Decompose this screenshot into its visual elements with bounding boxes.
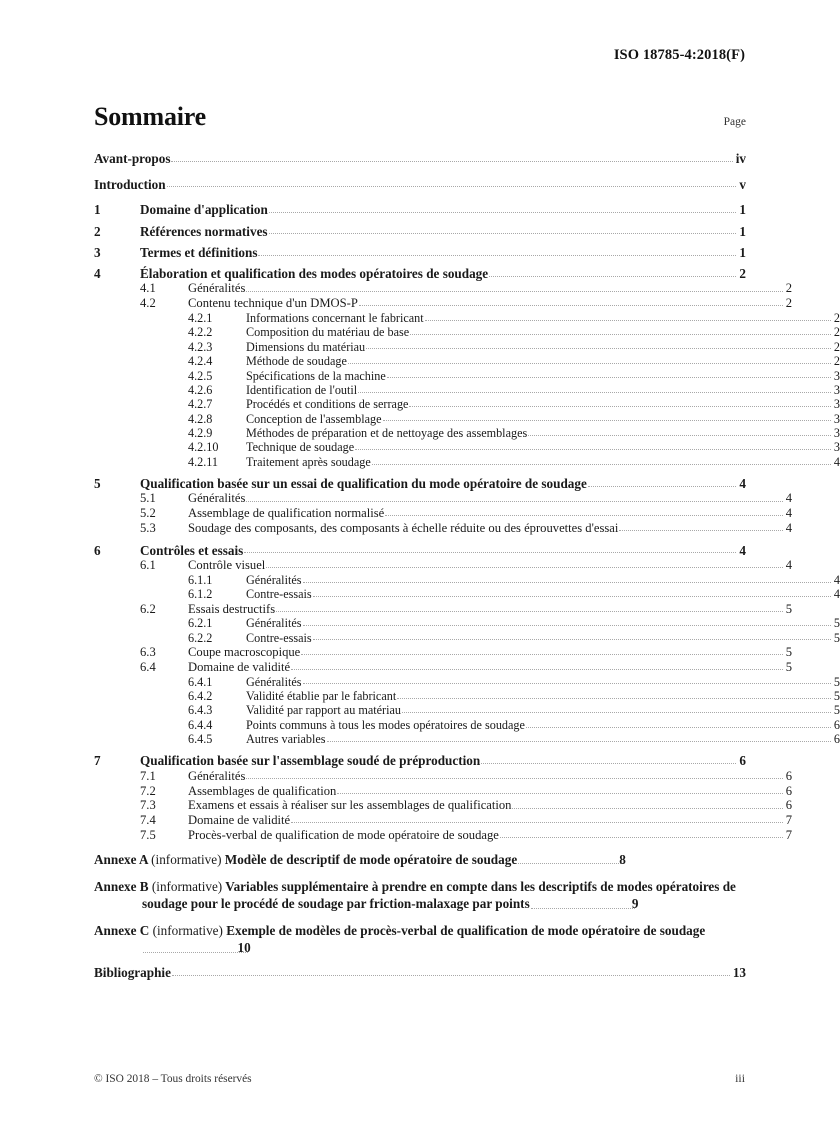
toc-entry-page-number: 3: [833, 411, 840, 426]
toc-entry-page-number: 3: [833, 368, 840, 383]
toc-entry-number: 4.2.1: [188, 310, 213, 325]
toc-dot-leader: [269, 211, 737, 213]
toc-entry-clause-4-2-10[interactable]: [94, 441, 840, 453]
toc-entry-clause-1[interactable]: [94, 203, 746, 216]
toc-entry-clause-7[interactable]: [94, 754, 746, 767]
annex-tail: [517, 851, 626, 868]
toc-dot-leader: [402, 711, 831, 713]
annex-label: Annexe A: [94, 851, 148, 867]
toc-entry-page-number: v: [739, 176, 746, 192]
toc-dot-leader: [387, 376, 831, 378]
toc-dot-leader: [313, 595, 831, 597]
toc-entry-page-number: 5: [785, 659, 792, 674]
toc-dot-leader: [143, 951, 248, 953]
toc-entry-body: [94, 178, 746, 191]
toc-entry-title: Assemblages de qualification: [188, 783, 337, 798]
annex-title: Exemple de modèles de procès-verbal de qualification de mode opératoire de soudage: [226, 923, 706, 939]
toc-dot-leader: [500, 836, 783, 838]
toc-entry-title: Assemblage de qualification normalisé: [188, 506, 385, 521]
toc-entry-body: [188, 829, 792, 842]
toc-entry-body: [188, 770, 792, 783]
toc-entry-page-number: 6: [785, 783, 792, 798]
toc-entry-page-number: iv: [735, 151, 746, 166]
copyright-notice: © ISO 2018 – Tous droits réservés: [94, 1073, 252, 1085]
toc-entry-clause-6-3[interactable]: [94, 646, 792, 659]
toc-entry-number: 3: [94, 244, 101, 260]
toc-entry-page-number: 3: [833, 440, 840, 455]
toc-entry-clause-4-2-5[interactable]: [94, 370, 840, 382]
toc-entry-number: 5.3: [140, 521, 156, 536]
toc-entry-page-number: 6: [785, 798, 792, 813]
toc-entry-page-number: 4: [833, 572, 840, 587]
annex-title: Modèle de descriptif de mode opératoire de soudage: [224, 851, 518, 867]
toc-entry-number: 7.2: [140, 783, 156, 798]
toc-entry-front-2[interactable]: [94, 178, 746, 191]
toc-entry-title: Coupe macroscopique: [188, 645, 301, 660]
toc-entry-body: [246, 398, 840, 410]
toc-entry-clause-6-2[interactable]: [94, 603, 792, 616]
toc-entry-page-number: 1: [739, 223, 746, 239]
annex-tail: [530, 895, 639, 912]
toc-entry-page-number: 3: [833, 426, 840, 441]
toc-entry-page-number: 9: [631, 895, 639, 911]
toc-dot-leader: [246, 290, 782, 292]
toc-entry-page-number: 6: [833, 717, 840, 732]
toc-entry-number: 4.2.6: [188, 382, 213, 397]
toc-dot-leader: [397, 697, 831, 699]
toc-entry-body: [140, 246, 746, 259]
toc-entry-number: 7: [94, 753, 101, 769]
toc-dot-leader: [291, 668, 783, 670]
toc-entry-clause-6-4-2[interactable]: [94, 690, 840, 702]
toc-entry-body: [94, 966, 746, 979]
toc-dot-leader: [303, 624, 831, 626]
toc-entry-page-number: 2: [833, 310, 840, 325]
annex-label: Annexe B: [94, 878, 149, 894]
toc-entry-title: Conception de l'assemblage: [246, 411, 382, 426]
toc-entry-number: 4.2.9: [188, 426, 213, 441]
page-column-header: Page: [723, 116, 746, 128]
toc-entry-clause-7-3[interactable]: [94, 799, 792, 812]
toc-dot-leader: [518, 862, 623, 864]
toc-dot-leader: [410, 333, 831, 335]
toc-entry-clause-4-2-9[interactable]: [94, 427, 840, 439]
toc-entry-body: [246, 704, 840, 716]
toc-dot-leader: [291, 821, 783, 823]
toc-entry-body: [246, 690, 840, 702]
toc-entry-number: 4: [94, 266, 101, 282]
toc-entry-number: 6.4: [140, 659, 156, 674]
toc-entry-front-1[interactable]: [94, 152, 746, 165]
toc-entry-number: 6.1.1: [188, 572, 213, 587]
toc-entry-body: [246, 676, 840, 688]
toc-entry-number: 4.2.7: [188, 397, 213, 412]
toc-entry-clause-4[interactable]: [94, 267, 746, 280]
toc-entry-clause-6-4-3[interactable]: [94, 704, 840, 716]
toc-entry-title: Informations concernant le fabricant: [246, 310, 424, 325]
toc-entry-page-number: 4: [785, 491, 792, 506]
toc-entry-clause-7-2[interactable]: [94, 785, 792, 798]
toc-entry-clause-4-2-4[interactable]: [94, 355, 840, 367]
toc-dot-leader: [481, 762, 736, 764]
toc-entry-page-number: 2: [833, 354, 840, 369]
toc-entry-number: 6.4.3: [188, 703, 213, 718]
toc-entry-clause-6-4-5[interactable]: [94, 733, 840, 745]
toc-entry-title: Spécifications de la machine: [246, 368, 386, 383]
toc-dot-leader: [588, 485, 737, 487]
toc-entry-clause-6-4[interactable]: [94, 661, 792, 674]
toc-entry-clause-4-2-7[interactable]: [94, 398, 840, 410]
toc-entry-body: [246, 574, 840, 586]
toc-entry-number: 7.1: [140, 768, 156, 783]
toc-entry-body: [246, 413, 840, 425]
toc-entry-title: Contre-essais: [246, 587, 312, 602]
toc-entry-body: [188, 646, 792, 659]
annex-kind: (informative): [152, 923, 223, 939]
annex-label: Annexe C: [94, 923, 150, 939]
toc-entry-title: Validité établie par le fabricant: [246, 689, 397, 704]
toc-entry-number: 7.5: [140, 827, 156, 842]
toc-entry-number: 6.4.5: [188, 732, 213, 747]
toc-entry-body: [188, 814, 792, 827]
toc-entry-page-number: 1: [739, 202, 746, 218]
toc-entry-clause-2[interactable]: [94, 225, 746, 238]
toc-entry-number: 4.2.5: [188, 368, 213, 383]
toc-dot-leader: [409, 405, 830, 407]
toc-entry-title: Technique de soudage: [246, 440, 355, 455]
toc-entry-page-number: 1: [739, 244, 746, 260]
toc-entry-body: [140, 203, 746, 216]
page-footer: [94, 1071, 745, 1086]
toc-entry-number: 4.2.10: [188, 440, 219, 455]
toc-dot-leader: [425, 319, 831, 321]
toc-entry-title: Qualification basée sur l'assemblage soudé de préproduction: [140, 753, 481, 769]
toc-entry-page-number: 6: [833, 732, 840, 747]
toc-entry-number: 5.2: [140, 506, 156, 521]
toc-entry-number: 6.4.1: [188, 674, 213, 689]
toc-entry-clause-6-1-2[interactable]: [94, 588, 840, 600]
toc-entry-title: Domaine de validité: [188, 813, 291, 828]
toc-entry-page-number: 2: [739, 266, 746, 282]
toc-entry-clause-4-2-11[interactable]: [94, 456, 840, 468]
toc-dot-leader: [489, 275, 736, 277]
toc-entry-title: Termes et définitions: [140, 244, 258, 260]
toc-entry-page-number: 5: [833, 616, 840, 631]
toc-dot-leader: [385, 514, 783, 516]
toc-entry-page-number: 2: [785, 281, 792, 296]
annex-kind: (informative): [151, 878, 223, 894]
toc-dot-leader: [258, 254, 736, 256]
toc-entry-clause-6-1-1[interactable]: [94, 574, 840, 586]
toc-entry-clause-6[interactable]: [94, 544, 746, 557]
toc-entry-title: Autres variables: [246, 732, 326, 747]
toc-entry-body: [188, 603, 792, 616]
toc-entry-clause-3[interactable]: [94, 246, 746, 259]
toc-entry-body: [246, 719, 840, 731]
toc-entry-page-number: 13: [732, 965, 746, 981]
toc-entry-title: Méthode de soudage: [246, 354, 347, 369]
toc-entry-clause-4-2[interactable]: [94, 297, 792, 310]
toc-dot-leader: [167, 185, 737, 187]
toc-entry-body: [246, 632, 840, 644]
toc-entry-title: Généralités: [188, 491, 246, 506]
toc-entry-body: [140, 754, 746, 767]
toc-entry-page-number: 2: [833, 339, 840, 354]
toc-entry-title: Introduction: [94, 176, 166, 192]
toc-entry-number: 5: [94, 476, 101, 492]
page-title: Sommaire: [94, 102, 207, 131]
toc-entry-title: Traitement après soudage: [246, 454, 371, 469]
toc-entry-number: 6.2.2: [188, 630, 213, 645]
annex-tail: [142, 939, 251, 956]
toc-entry-number: 4.2.8: [188, 411, 213, 426]
toc-entry-body: [188, 661, 792, 674]
toc-dot-leader: [313, 638, 831, 640]
toc-entry-page-number: 8: [619, 851, 626, 867]
toc-entry-title: Généralités: [188, 281, 246, 296]
toc-entry-title: Composition du matériau de base: [246, 325, 410, 340]
toc-entry-page-number: 5: [785, 601, 792, 616]
toc-entry-title: Bibliographie: [94, 965, 171, 981]
toc-entry-page-number: 6: [739, 753, 746, 769]
table-of-contents: [94, 151, 840, 981]
toc-entry-title: Généralités: [246, 572, 302, 587]
toc-dot-leader: [327, 740, 831, 742]
toc-entry-number: 4.2.4: [188, 354, 213, 369]
toc-entry-title: Domaine d'application: [140, 202, 268, 218]
toc-entry-body: [188, 492, 792, 505]
toc-dot-leader: [171, 160, 732, 162]
toc-dot-leader: [619, 529, 782, 531]
annex-kind: (informative): [151, 851, 222, 867]
toc-entry-body: [246, 456, 840, 468]
toc-dot-leader: [355, 448, 831, 450]
toc-entry-number: 2: [94, 223, 101, 239]
toc-entry-page-number: 4: [785, 521, 792, 536]
toc-entry-number: 6.1.2: [188, 587, 213, 602]
toc-dot-leader: [348, 362, 831, 364]
toc-dot-leader: [276, 610, 783, 612]
toc-entry-body: [246, 427, 840, 439]
toc-entry-body: [140, 267, 746, 280]
toc-entry-body: [246, 733, 840, 745]
toc-entry-clause-7-1[interactable]: [94, 770, 792, 783]
toc-dot-leader: [383, 419, 831, 421]
toc-dot-leader: [337, 792, 782, 794]
toc-entry-title: Avant-propos: [94, 151, 171, 166]
toc-entry-body: [188, 282, 792, 295]
toc-entry-bibliography[interactable]: [94, 966, 746, 979]
toc-entry-page-number: 4: [785, 558, 792, 573]
toc-annex-a[interactable]: [94, 851, 746, 868]
toc-entry-page-number: 5: [833, 674, 840, 689]
toc-dot-leader: [303, 682, 831, 684]
toc-entry-number: 7.3: [140, 798, 156, 813]
toc-entry-number: 6: [94, 542, 101, 558]
toc-entry-title: Soudage des composants, des composants à échelle réduite ou des éprouvettes d'essai: [188, 521, 619, 536]
toc-dot-leader: [266, 566, 782, 568]
toc-entry-number: 6.2.1: [188, 616, 213, 631]
toc-entry-page-number: 5: [833, 630, 840, 645]
toc-entry-title: Examens et essais à réaliser sur les assemblages de qualification: [188, 798, 512, 813]
toc-dot-leader: [246, 500, 782, 502]
toc-entry-page-number: 3: [833, 382, 840, 397]
toc-entry-title: Points communs à tous les modes opératoires de soudage: [246, 717, 525, 732]
toc-entry-number: 4.2.2: [188, 325, 213, 340]
toc-entry-title: Élaboration et qualification des modes opératoires de soudage: [140, 266, 489, 282]
toc-entry-page-number: 3: [833, 397, 840, 412]
toc-entry-page-number: 7: [785, 827, 792, 842]
contents-title-row: [94, 104, 746, 130]
toc-entry-title: Contrôles et essais: [140, 542, 244, 558]
toc-entry-body: [246, 326, 840, 338]
toc-entry-number: 6.4.2: [188, 689, 213, 704]
toc-entry-body: [140, 225, 746, 238]
toc-entry-page-number: 7: [785, 813, 792, 828]
toc-entry-body: [188, 507, 792, 520]
toc-entry-clause-6-4-4[interactable]: [94, 719, 840, 731]
toc-dot-leader: [359, 304, 783, 306]
toc-entry-clause-7-4[interactable]: [94, 814, 792, 827]
toc-dot-leader: [303, 581, 831, 583]
toc-entry-clause-6-2-2[interactable]: [94, 632, 840, 644]
toc-entry-clause-7-5[interactable]: [94, 829, 792, 842]
toc-entry-body: [140, 544, 746, 557]
toc-entry-number: 6.3: [140, 645, 156, 660]
toc-entry-clause-6-4-1[interactable]: [94, 676, 840, 688]
toc-annex-c[interactable]: [94, 922, 746, 956]
toc-dot-leader: [358, 391, 831, 393]
toc-dot-leader: [528, 434, 831, 436]
toc-entry-body: [246, 441, 840, 453]
toc-dot-leader: [531, 907, 636, 909]
toc-entry-page-number: 4: [785, 506, 792, 521]
toc-entry-clause-4-2-1[interactable]: [94, 312, 840, 324]
toc-entry-number: 6.1: [140, 558, 156, 573]
toc-dot-leader: [372, 463, 831, 465]
toc-entry-title: Essais destructifs: [188, 601, 276, 616]
toc-entry-clause-5-1[interactable]: [94, 492, 792, 505]
toc-entry-number: 1: [94, 202, 101, 218]
toc-dot-leader: [246, 777, 782, 779]
toc-dot-leader: [244, 551, 736, 553]
toc-entry-number: 4.2: [140, 296, 156, 311]
toc-entry-number: 6.4.4: [188, 717, 213, 732]
toc-entry-clause-4-2-2[interactable]: [94, 326, 840, 338]
toc-entry-page-number: 10: [237, 940, 251, 956]
toc-entry-page-number: 2: [833, 325, 840, 340]
toc-entry-title: Contenu technique d'un DMOS-P: [188, 296, 358, 311]
toc-entry-number: 7.4: [140, 813, 156, 828]
toc-entry-body: [246, 384, 840, 396]
toc-entry-number: 4.2.3: [188, 339, 213, 354]
toc-entry-title: Procès-verbal de qualification de mode opératoire de soudage: [188, 827, 499, 842]
toc-entry-page-number: 5: [833, 703, 840, 718]
toc-entry-body: [188, 785, 792, 798]
toc-entry-clause-6-2-1[interactable]: [94, 617, 840, 629]
toc-entry-clause-5-3[interactable]: [94, 522, 792, 535]
toc-entry-title: Procédés et conditions de serrage: [246, 397, 409, 412]
toc-annex-b[interactable]: [94, 878, 746, 912]
toc-entry-clause-4-2-6[interactable]: [94, 384, 840, 396]
toc-entry-body: [188, 297, 792, 310]
toc-entry-clause-4-1[interactable]: [94, 282, 792, 295]
toc-entry-title: Généralités: [246, 674, 302, 689]
toc-entry-page-number: 2: [785, 296, 792, 311]
toc-dot-leader: [512, 807, 782, 809]
toc-entry-body: [140, 477, 746, 490]
toc-entry-body: [188, 522, 792, 535]
toc-dot-leader: [269, 232, 737, 234]
toc-dot-leader: [301, 653, 782, 655]
toc-entry-number: 6.2: [140, 601, 156, 616]
toc-entry-title: Validité par rapport au matériau: [246, 703, 401, 718]
toc-entry-page-number: 4: [833, 454, 840, 469]
toc-entry-page-number: 5: [785, 645, 792, 660]
toc-dot-leader: [366, 347, 831, 349]
toc-entry-number: 4.2.11: [188, 454, 219, 469]
toc-entry-body: [246, 588, 840, 600]
toc-entry-clause-4-2-3[interactable]: [94, 341, 840, 353]
toc-entry-number: 4.1: [140, 281, 156, 296]
toc-entry-page-number: 4: [833, 587, 840, 602]
toc-entry-title: Généralités: [188, 768, 246, 783]
toc-entry-body: [246, 355, 840, 367]
toc-entry-body: [246, 341, 840, 353]
toc-dot-leader: [526, 726, 831, 728]
toc-entry-clause-6-1[interactable]: [94, 559, 792, 572]
toc-entry-body: [188, 799, 792, 812]
document-header-reference: ISO 18785-4:2018(F): [613, 47, 745, 63]
annex-title: Variables supplémentaire à prendre en compte dans les descriptifs de modes opératoires de soudage pour le procédé de soudage par friction-malaxage par points: [142, 878, 736, 911]
toc-entry-title: Contrôle visuel: [188, 558, 266, 573]
toc-entry-page-number: 6: [785, 768, 792, 783]
toc-entry-body: [188, 559, 792, 572]
toc-entry-title: Dimensions du matériau: [246, 339, 366, 354]
footer-page-number: iii: [735, 1071, 745, 1085]
toc-entry-title: Références normatives: [140, 223, 268, 239]
toc-entry-body: [246, 370, 840, 382]
toc-entry-body: [246, 617, 840, 629]
toc-entry-page-number: 4: [739, 542, 746, 558]
toc-entry-clause-5[interactable]: [94, 477, 746, 490]
toc-entry-page-number: 5: [833, 689, 840, 704]
toc-entry-page-number: 4: [739, 476, 746, 492]
toc-entry-title: Méthodes de préparation et de nettoyage des assemblages: [246, 426, 528, 441]
toc-entry-title: Identification de l'outil: [246, 382, 358, 397]
toc-dot-leader: [172, 974, 730, 976]
toc-entry-clause-4-2-8[interactable]: [94, 413, 840, 425]
toc-entry-title: Contre-essais: [246, 630, 312, 645]
toc-entry-body: [246, 312, 840, 324]
toc-entry-clause-5-2[interactable]: [94, 507, 792, 520]
toc-entry-title: Domaine de validité: [188, 659, 291, 674]
toc-entry-body: [94, 152, 746, 165]
toc-entry-title: Qualification basée sur un essai de qualification du mode opératoire de soudage: [140, 476, 587, 492]
toc-entry-title: Généralités: [246, 616, 302, 631]
toc-entry-number: 5.1: [140, 491, 156, 506]
